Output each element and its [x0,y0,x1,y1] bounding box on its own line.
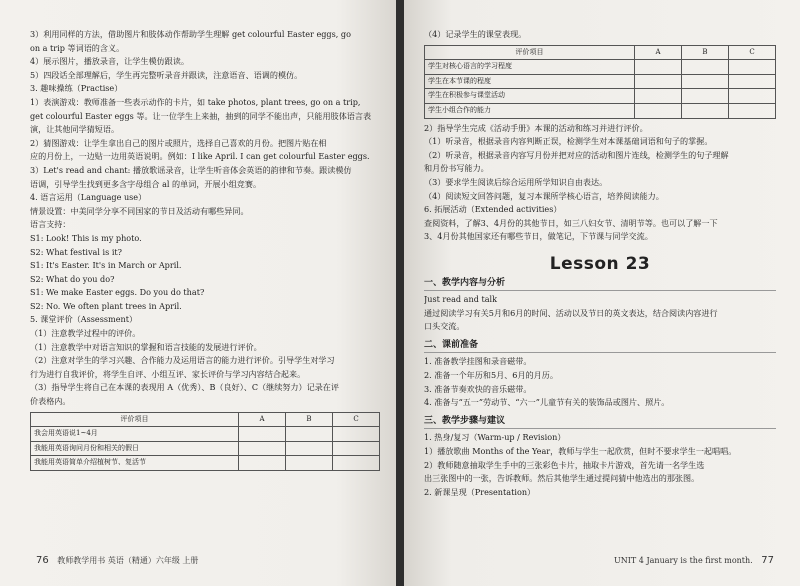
dialogue-line: S1: It's Easter. It's in March or April. [30,260,182,271]
text-line: 2）指导学生完成《活动手册》本课的活动和练习并进行评价。 [424,122,648,133]
text-line: （4）阅读短文回答问题，复习本课所学核心语言，培养阅读能力。 [424,190,664,201]
page-number: 77 [761,555,774,566]
lesson-title: Lesson 23 [549,253,651,274]
text-line: 和月份书写能力。 [424,163,489,174]
table-header-row [31,412,380,427]
text-line: （2）听录音，根据录音内容写月份并把对应的活动和图片连线，检测学生的句子理解 [424,149,729,160]
text-line: 3、4月份其他国家还有哪些节日，做笔记，下节课与同学交流。 [424,231,653,242]
performance-table [424,45,776,119]
text-line: 4. 语言运用（Language use） [30,192,147,203]
text-line: 4. 准备与“五一”劳动节、“六一”儿童节有关的装饰品或图片、照片。 [424,397,670,408]
text-line: 1. 准备教学挂图和录音磁带。 [424,356,532,367]
text-line: 2）猜图游戏：让学生拿出自己的图片或照片，选择自己喜欢的月份。把图片贴在相 [30,137,327,148]
book-gutter [396,0,404,586]
text-line: 1. 热身/复习（Warm-up / Revision） [424,432,566,443]
text-line: 出三张图中的一张，告诉教师。然后其他学生通过提问猜中他选出的那张图。 [424,473,700,484]
section-divider [424,290,776,291]
dialogue-line: S2: No. We often plant trees in April. [30,300,182,311]
text-line: 5. 课堂评价（Assessment） [30,314,138,325]
right-footer [614,555,780,566]
text-line: 3）Let's read and chant: 播放歌谣录音，让学生听音体会英语的韵律和节奏。跟读模仿 [30,164,352,175]
page-number: 76 [36,555,49,566]
table-cell: 我能用英语询问月份和相关的假日 [31,441,239,456]
table-row [425,89,776,104]
table-header: B [682,45,729,60]
section-heading: 二、课前准备 [424,339,479,350]
table-cell: 学生在积极参与课堂活动 [425,89,635,104]
footer-text: 教师教学用书 英语（精通）六年级 上册 [57,556,199,565]
text-line: （3）要求学生阅读后综合运用所学知识自由表达。 [424,176,608,187]
text-line: 情景设置：中美同学分享不同国家的节日及活动有哪些异同。 [30,205,249,216]
text-line: 口头交流。 [424,321,465,332]
table-cell: 我能用英语简单介绍植树节、复活节 [31,456,239,471]
text-line: 演，让其他同学猜短语。 [30,124,120,135]
text-line: 语言支持： [30,219,71,230]
footer-unit: UNIT 4 [614,556,644,565]
footer-text: January is the first month. [646,556,753,565]
text-line: get colourful Easter eggs 等。让一位学生上来抽，抽到的同学不能出声，只能用肢体语言表 [30,110,372,121]
right-page [404,0,800,586]
dialogue-line: S1: We make Easter eggs. Do you do that? [30,287,205,298]
text-line: 2. 准备一个年历和5月、6月的月历。 [424,370,558,381]
right-page-content [424,28,776,499]
text-line: 3. 准备节奏欢快的音乐磁带。 [424,383,532,394]
text-line: 行为进行自我评价，将学生自评、小组互评、家长评价与学习内容结合起来。 [30,368,306,379]
text-line: 3. 趣味操练（Practise） [30,83,123,94]
table-header: B [286,412,333,427]
left-page [0,0,396,586]
text-line: （1）注意教学过程中的评价。 [30,328,141,339]
dialogue-line: S2: What festival is it? [30,246,123,257]
text-line: 4）展示图片，播放录音，让学生模仿跟读。 [30,56,189,67]
table-cell: 学生在本节课的程度 [425,74,635,89]
text-line: 1）表演游戏：教师准备一些表示动作的卡片，如 take photos, plant trees, go on a trip, [30,96,361,107]
text-line: 通过阅读学习有关5月和6月的时间、活动以及节日的英文表达，结合阅读内容进行 [424,307,718,318]
text-line: Just read and talk [424,294,498,305]
assessment-table [30,412,380,471]
section-heading: 三、教学步骤与建议 [424,415,506,426]
left-page-content [30,28,380,474]
table-cell: 学生小组合作的能力 [425,103,635,118]
text-line: 2）教师随意抽取学生手中的三张彩色卡片，抽取卡片游戏，首先请一名学生选 [424,459,705,470]
table-row [425,103,776,118]
table-header: C [333,412,380,427]
text-line: 1）播放歌曲 Months of the Year，教师与学生一起欣赏，但时不要求学生一起唱唱。 [424,446,737,457]
text-line: 2. 新课呈现（Presentation） [424,486,536,497]
dialogue-line: S2: What do you do? [30,273,115,284]
section-divider [424,428,776,429]
text-line: （3）指导学生将自己在本课的表现用 A（优秀）、B（良好）、C（继续努力）记录在评 [30,382,339,393]
table-row [31,427,380,442]
dialogue-line: S1: Look! This is my photo. [30,232,142,243]
text-line: 价表格内。 [30,396,71,407]
text-line: （2）注意对学生的学习兴趣、合作能力及运用语言的能力进行评价。引导学生对学习 [30,355,335,366]
section-heading: 一、教学内容与分析 [424,277,506,288]
text-line: on a trip 等词语的含义。 [30,42,125,53]
text-line: 5）四段话全部理解后，学生再完整听录音并跟读，注意语音、语调的模仿。 [30,69,303,80]
table-row [425,60,776,75]
table-row [31,441,380,456]
table-header: C [729,45,776,60]
left-footer [30,555,198,566]
table-row [425,74,776,89]
table-header: A [239,412,286,427]
section-divider [424,352,776,353]
text-line: 应的月份上，一边贴一边用英语说明。例如：I like April. I can get colourful Easter eggs. [30,151,370,162]
table-row [31,456,380,471]
table-cell: 我会用英语说1~4月 [31,427,239,442]
text-line: 3）利用同样的方法，借助图片和肢体动作帮助学生理解 get colourful Easter eggs, go [30,29,351,39]
text-line: 查阅资料，了解3、4月份的其他节日，如三八妇女节、清明节等。也可以了解一下 [424,217,718,228]
table-header: 评价项目 [31,412,239,427]
text-line: （1）注意教学中对语言知识的掌握和语言技能的发展进行评价。 [30,341,262,352]
text-line: 语调，引导学生找到更多含字母组合 al 的单词，开展小组竞赛。 [30,178,262,189]
text-line: （1）听录音，根据录音内容判断正误，检测学生对本课基础词语和句子的掌握。 [424,136,713,147]
table-caption: （4）记录学生的课堂表现。 [424,29,527,39]
text-line: 6. 拓展活动（Extended activities） [424,204,562,215]
table-header: A [635,45,682,60]
table-cell: 学生对核心语言的学习程度 [425,60,635,75]
table-header-row [425,45,776,60]
table-header: 评价项目 [425,45,635,60]
